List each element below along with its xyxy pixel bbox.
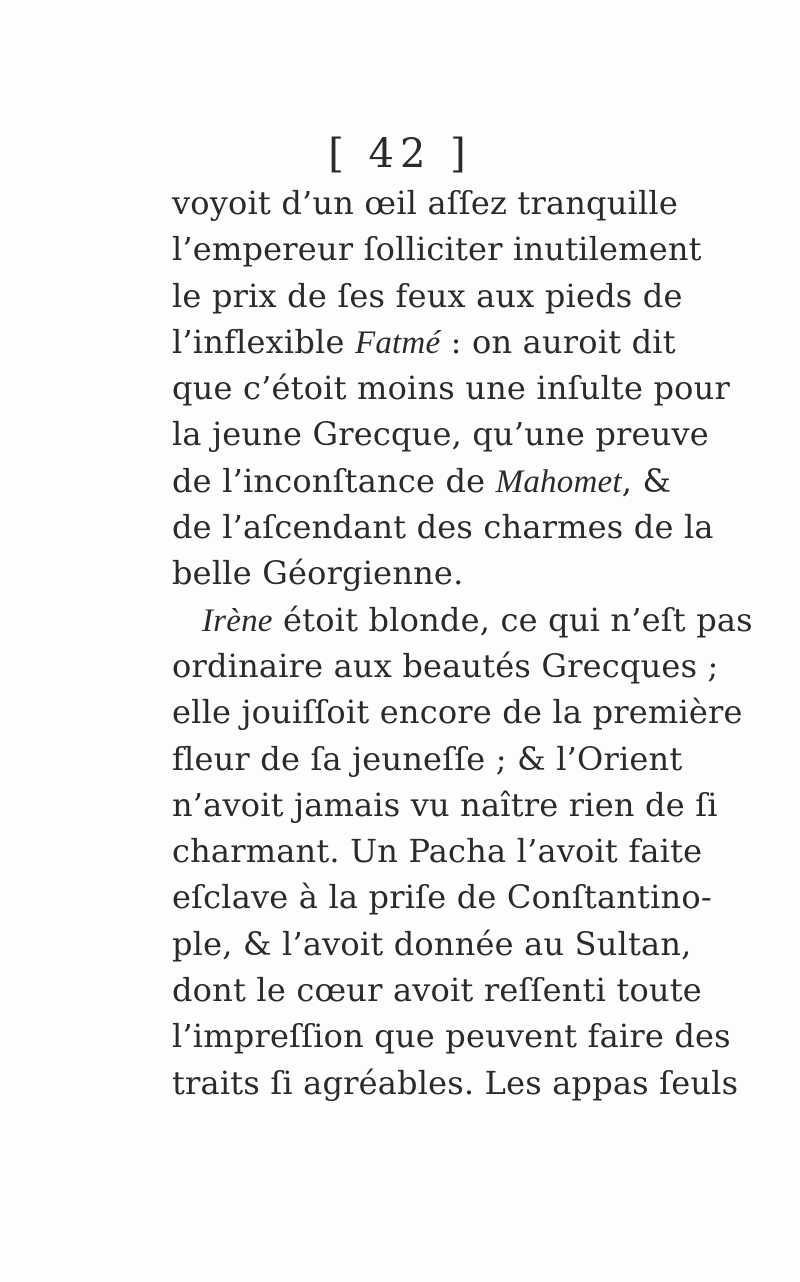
italic-name: Fatmé: [354, 324, 441, 361]
text-line: de l’aſcendant des charmes de la: [172, 508, 714, 547]
text-line: l’inflexible Fatmé : on auroit dit: [172, 322, 676, 361]
text-line: belle Géorgienne.: [172, 554, 464, 593]
text-line: de l’inconſtance de Mahomet, &: [172, 461, 672, 500]
text-line: charmant. Un Pacha l’avoit faite: [172, 832, 703, 871]
text-line: eſclave à la priſe de Conſtantino-: [172, 878, 712, 917]
text-line: ple, & l’avoit donnée au Sultan,: [172, 924, 692, 963]
text-line: elle jouiſſoit encore de la première: [172, 693, 743, 732]
text-line: ordinaire aux beautés Grecques ;: [172, 646, 719, 685]
text-line: que c’étoit moins une inſulte pour: [172, 369, 730, 408]
text-line: traits ſi agréables. Les appas ſeuls: [172, 1063, 739, 1102]
text-line: Irène étoit blonde, ce qui n’eſt pas: [202, 600, 753, 639]
text-line: la jeune Grecque, qu’une preuve: [172, 415, 709, 454]
text-line: l’impreſſion que peuvent faire des: [172, 1017, 731, 1056]
text-line: l’empereur ſolliciter inutilement: [172, 230, 702, 269]
italic-name: Mahomet: [495, 463, 622, 500]
text-line: dont le cœur avoit reſſenti toute: [172, 971, 702, 1010]
page-number: [ 42 ]: [328, 131, 472, 177]
text-line: voyoit d’un œil aſſez tranquille: [172, 184, 678, 222]
body-text: [172, 180, 753, 1106]
italic-name: Irène: [202, 602, 273, 639]
text-line: le prix de ſes feux aux pieds de: [172, 276, 683, 315]
text-line: n’avoit jamais vu naître rien de ſi: [172, 785, 718, 824]
text-line: fleur de ſa jeuneſſe ; & l’Orient: [172, 739, 683, 778]
